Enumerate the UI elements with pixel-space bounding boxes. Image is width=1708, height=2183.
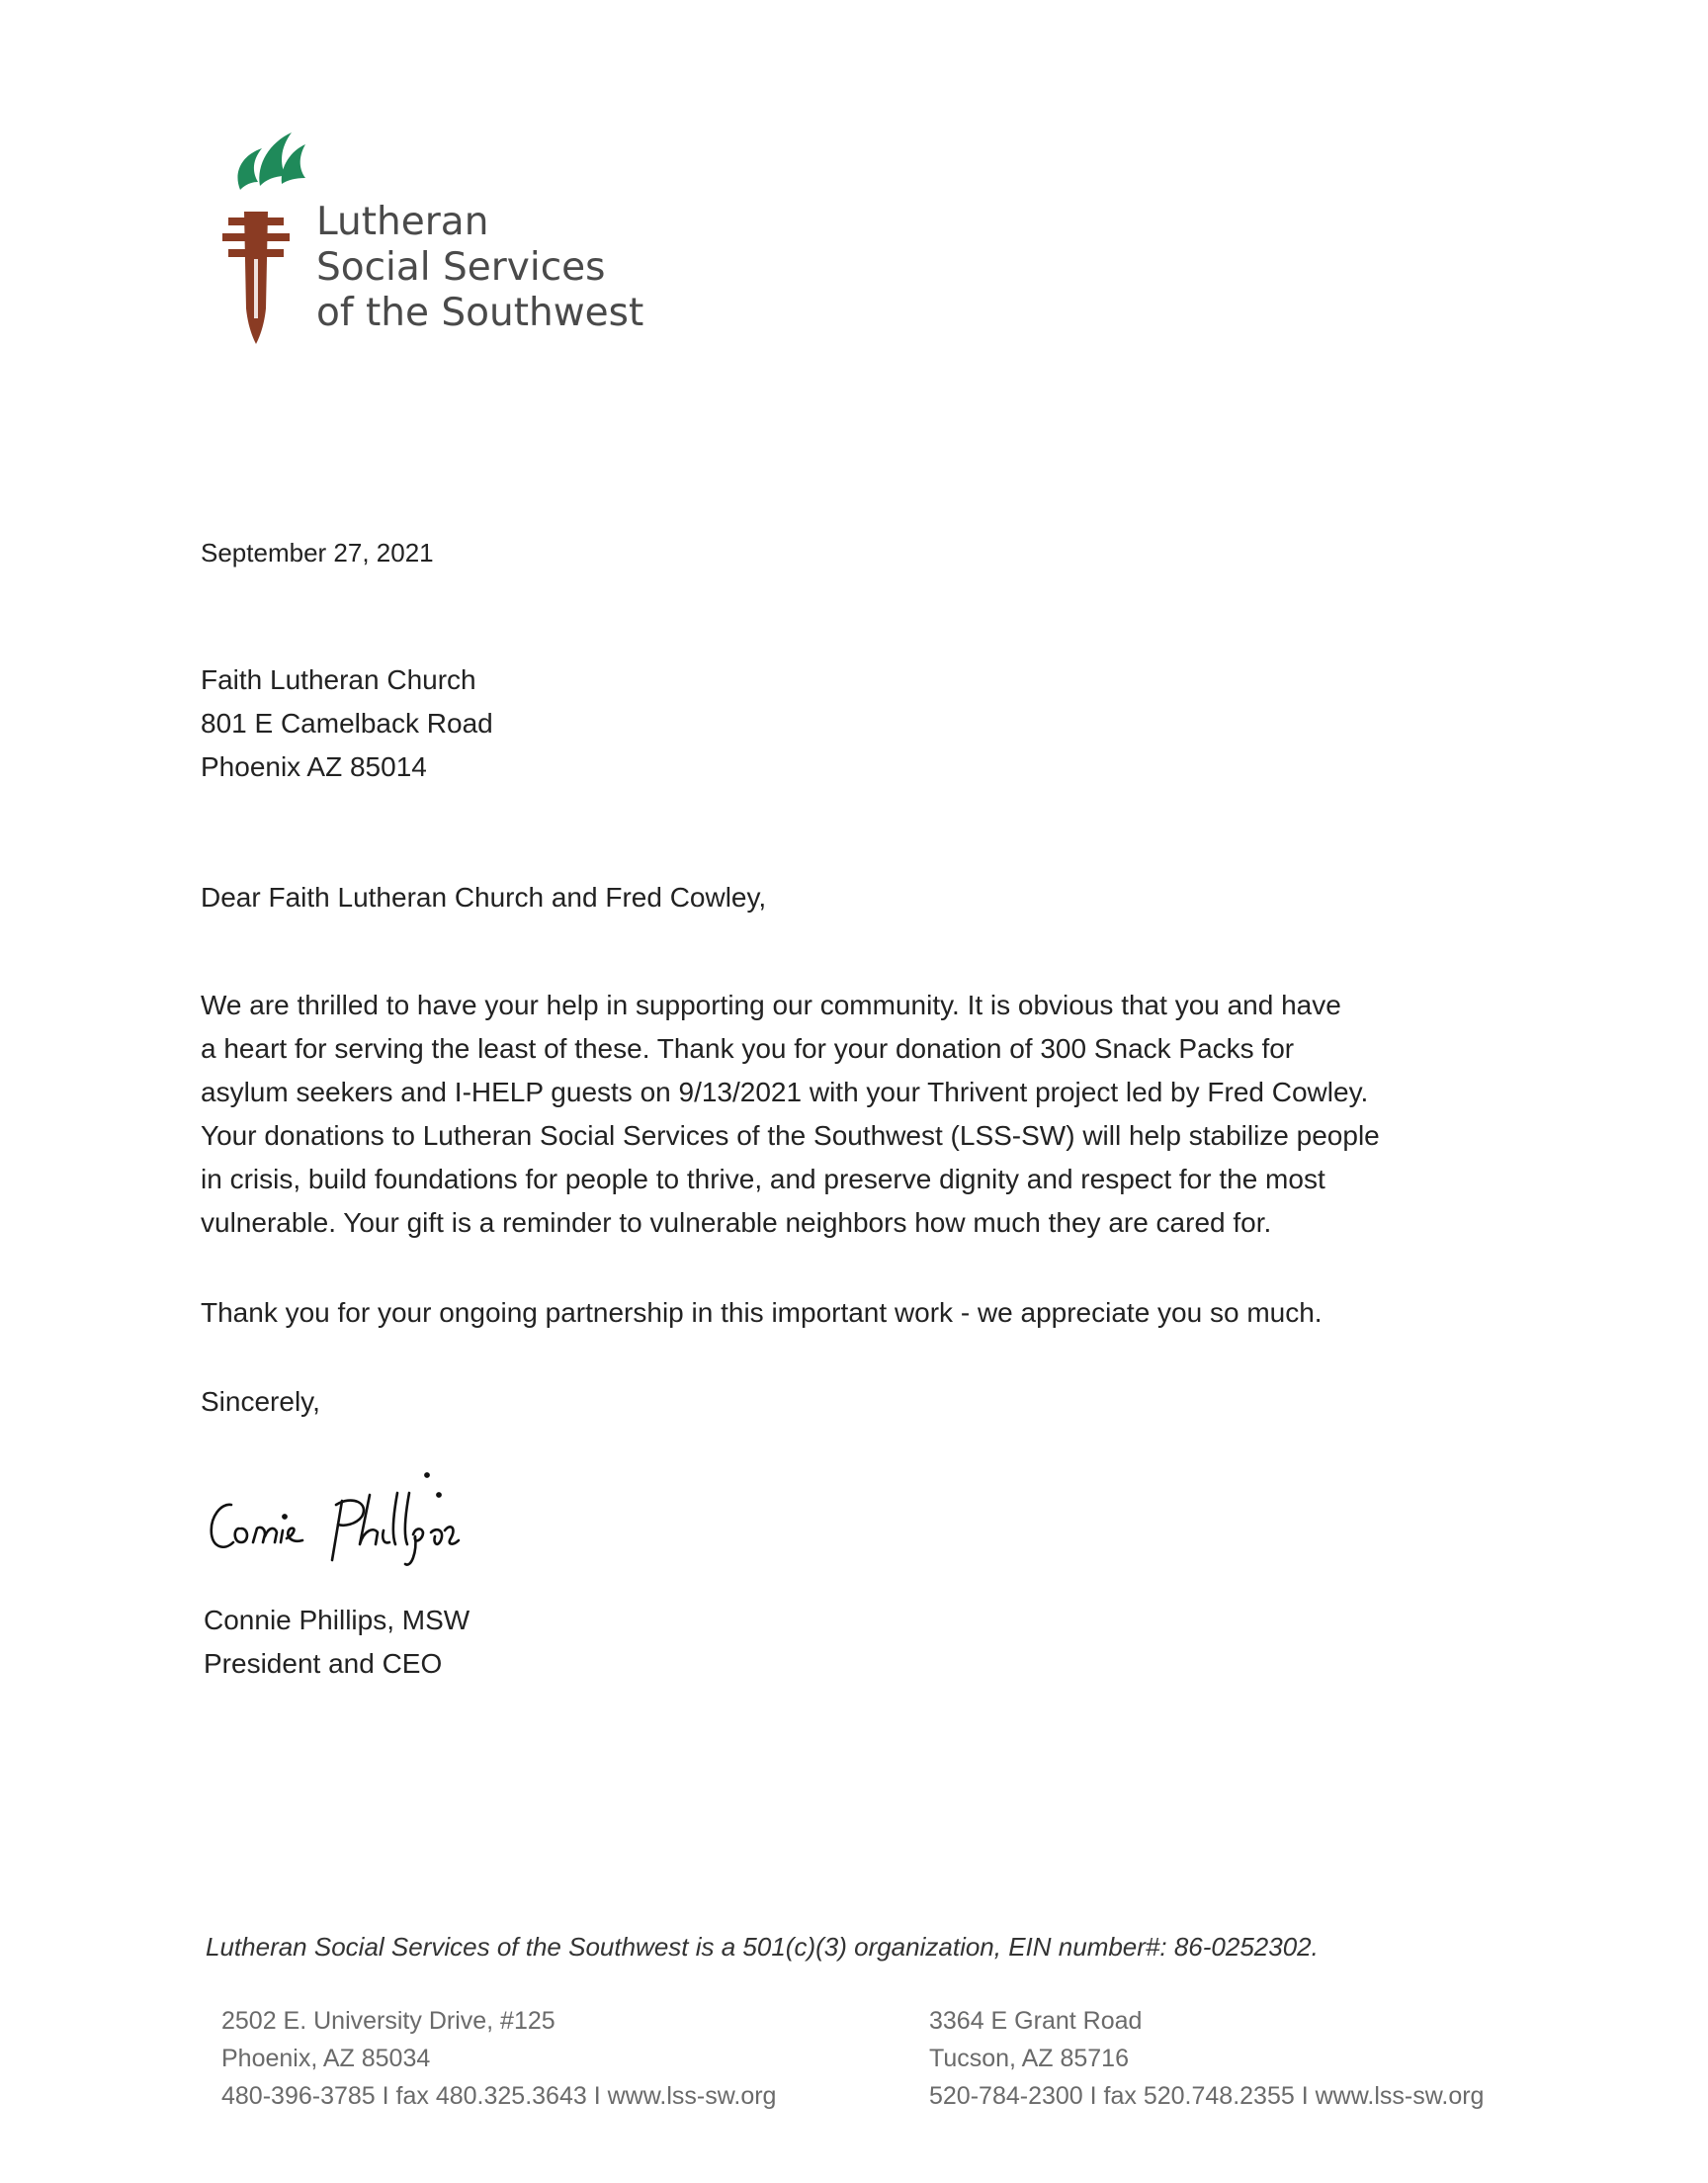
office-contact: 480-396-3785 I fax 480.325.3643 I www.lss-sw.org <box>221 2082 777 2110</box>
letter-date: September 27, 2021 <box>201 538 434 568</box>
body-line: in crisis, build foundations for people to thrive, and preserve dignity and respect for the most <box>201 1164 1325 1194</box>
office-city: Phoenix, AZ 85034 <box>221 2045 431 2072</box>
signature <box>204 1465 540 1574</box>
body-line: We are thrilled to have your help in supporting our community. It is obvious that you and have <box>201 990 1341 1020</box>
org-name <box>316 200 643 336</box>
org-name-line-2: Social Services <box>316 245 606 290</box>
office-contact: 520-784-2300 I fax 520.748.2355 I www.lss-sw.org <box>929 2082 1485 2110</box>
body-line: Your donations to Lutheran Social Services of the Southwest (LSS-SW) will help stabilize people <box>201 1120 1380 1151</box>
torch-icon <box>222 121 321 348</box>
nonprofit-note: Lutheran Social Services of the Southwest is a 501(c)(3) organization, EIN number#: 86-0252302. <box>206 1932 1319 1962</box>
body-paragraph <box>201 984 1505 1245</box>
closing: Sincerely, <box>201 1386 320 1417</box>
body-line: vulnerable. Your gift is a reminder to vulnerable neighbors how much they are cared for. <box>201 1207 1272 1238</box>
signer-block <box>204 1599 470 1686</box>
body-line: a heart for serving the least of these. Thank you for your donation of 300 Snack Packs for <box>201 1033 1295 1064</box>
signer-name: Connie Phillips, MSW <box>204 1605 470 1635</box>
office-tucson <box>929 2002 1484 2115</box>
office-phoenix <box>221 2002 776 2115</box>
greeting: Dear Faith Lutheran Church and Fred Cowley, <box>201 882 767 913</box>
recipient-street: 801 E Camelback Road <box>201 708 493 739</box>
signer-title: President and CEO <box>204 1648 443 1679</box>
office-street: 3364 E Grant Road <box>929 2007 1143 2035</box>
org-name-line-3: of the Southwest <box>316 291 644 335</box>
org-name-line-1: Lutheran <box>316 200 489 244</box>
office-city: Tucson, AZ 85716 <box>929 2045 1129 2072</box>
lss-logo <box>222 121 677 348</box>
thanks-line: Thank you for your ongoing partnership in this important work - we appreciate you so much. <box>201 1297 1323 1328</box>
office-street: 2502 E. University Drive, #125 <box>221 2007 555 2035</box>
body-line: asylum seekers and I-HELP guests on 9/13/2021 with your Thrivent project led by Fred Cowley. <box>201 1077 1369 1107</box>
recipient-city: Phoenix AZ 85014 <box>201 751 427 782</box>
recipient-address <box>201 658 493 789</box>
recipient-name: Faith Lutheran Church <box>201 664 476 695</box>
